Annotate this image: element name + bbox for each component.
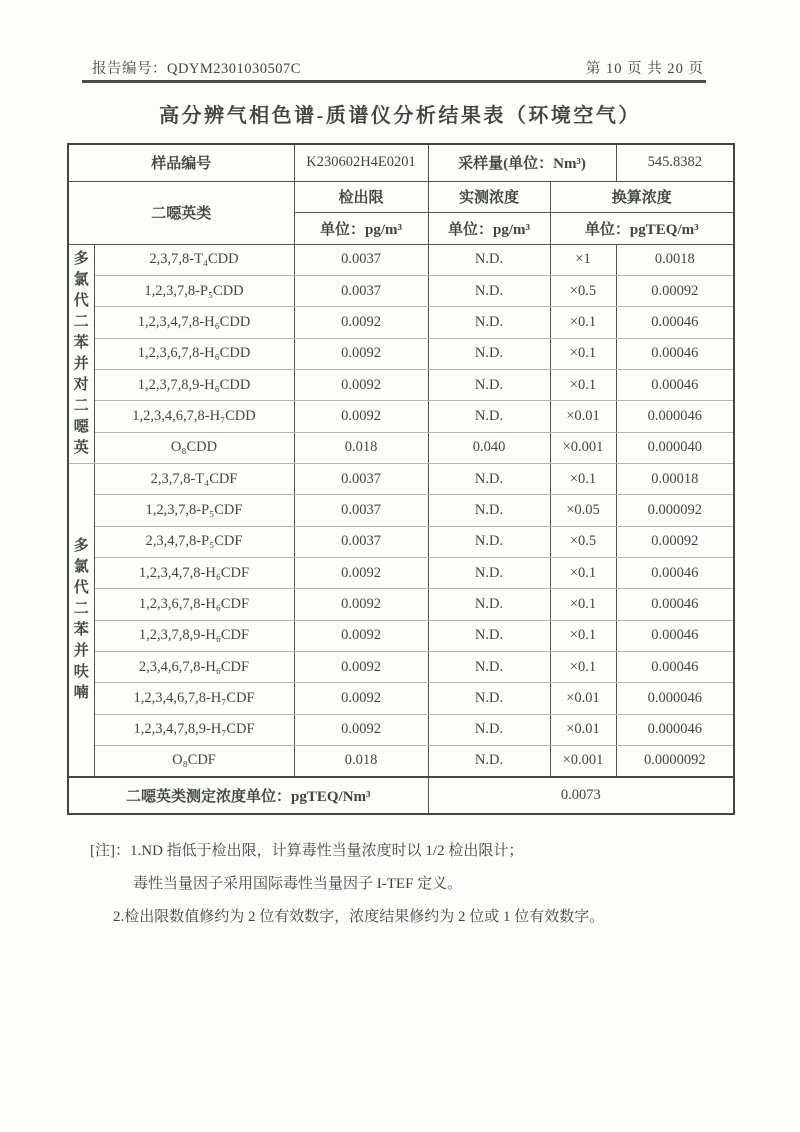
detection-limit: 0.018	[294, 746, 428, 777]
total-teq-value: 0.0073	[428, 777, 734, 814]
sample-id-label: 样品编号	[68, 144, 294, 181]
detection-limit: 0.0037	[294, 463, 428, 494]
measured-value: N.D.	[428, 526, 550, 557]
table-row	[68, 526, 734, 557]
sample-row	[68, 144, 734, 181]
tef-factor: ×0.1	[550, 651, 616, 682]
sampling-volume-value: 545.8382	[616, 144, 734, 181]
group-label-char: 对	[73, 376, 89, 393]
converted-value: 0.00046	[616, 651, 734, 682]
converted-value: 0.00046	[616, 557, 734, 588]
table-row	[68, 714, 734, 745]
compound-name: 2,3,7,8-T₄CDF	[94, 463, 294, 494]
measured-value: N.D.	[428, 557, 550, 588]
converted-value: 0.000046	[616, 683, 734, 714]
detection-limit-header: 检出限	[294, 181, 428, 212]
table-row	[68, 683, 734, 714]
measured-value: N.D.	[428, 369, 550, 400]
converted-value: 0.000092	[616, 495, 734, 526]
group-label-char: 多	[73, 250, 89, 267]
table-row	[68, 495, 734, 526]
group-label-char: 代	[73, 579, 89, 596]
measured-value: N.D.	[428, 495, 550, 526]
compound-name: 1,2,3,6,7,8-H₆CDF	[94, 589, 294, 620]
compound-group-label	[68, 244, 94, 463]
measured-value: 0.040	[428, 432, 550, 463]
table-row	[68, 620, 734, 651]
table-row	[68, 557, 734, 588]
detection-limit: 0.0037	[294, 244, 428, 275]
compound-name: 1,2,3,4,6,7,8-H₇CDD	[94, 401, 294, 432]
measured-value: N.D.	[428, 589, 550, 620]
sampling-volume-label: 采样量(单位：Nm³)	[428, 144, 616, 181]
compound-name: O₈CDD	[94, 432, 294, 463]
compound-group-label	[68, 463, 94, 776]
report-number-line	[92, 57, 301, 78]
tef-factor: ×0.1	[550, 589, 616, 620]
converted-value: 0.00046	[616, 589, 734, 620]
tef-factor: ×0.5	[550, 526, 616, 557]
footnote-line: 毒性当量因子采用国际毒性当量因子 I-TEF 定义。	[133, 876, 463, 892]
detection-limit: 0.0092	[294, 714, 428, 745]
table-row	[68, 244, 734, 275]
detection-limit: 0.0092	[294, 557, 428, 588]
compound-name: 2,3,4,7,8-P₅CDF	[94, 526, 294, 557]
detection-limit: 0.0092	[294, 338, 428, 369]
converted-value: 0.0018	[616, 244, 734, 275]
group-label-char: 呋	[73, 663, 89, 680]
tef-factor: ×0.1	[550, 369, 616, 400]
tef-factor: ×0.01	[550, 714, 616, 745]
detection-limit: 0.0037	[294, 526, 428, 557]
converted-unit: 单位：pgTEQ/m³	[550, 212, 734, 244]
converted-value: 0.00092	[616, 526, 734, 557]
detection-limit: 0.0092	[294, 307, 428, 338]
compound-name: 1,2,3,6,7,8-H₆CDD	[94, 338, 294, 369]
measured-value: N.D.	[428, 244, 550, 275]
header-divider	[82, 80, 706, 83]
table-row	[68, 338, 734, 369]
table-row	[68, 463, 734, 494]
category-header: 二噁英类	[68, 181, 294, 244]
converted-value: 0.00018	[616, 463, 734, 494]
compound-name: 1,2,3,4,7,8-H₆CDF	[94, 557, 294, 588]
tef-factor: ×0.1	[550, 557, 616, 588]
group-label-char: 代	[73, 292, 89, 309]
table-row	[68, 651, 734, 682]
converted-value: 0.00092	[616, 275, 734, 306]
detection-limit: 0.0092	[294, 401, 428, 432]
dioxin-table-body	[68, 244, 734, 777]
group-label-char: 喃	[73, 684, 89, 701]
compound-name: 1,2,3,4,7,8,9-H₇CDF	[94, 714, 294, 745]
measured-value: N.D.	[428, 714, 550, 745]
group-label-char: 二	[73, 397, 89, 414]
group-label-char: 苯	[73, 621, 89, 638]
page-indicator: 第 10 页 共 20 页	[585, 61, 704, 77]
group-label-char: 二	[73, 313, 89, 330]
compound-name: 1,2,3,7,8-P₅CDF	[94, 495, 294, 526]
tef-factor: ×0.001	[550, 746, 616, 777]
measured-value: N.D.	[428, 275, 550, 306]
group-label-char: 二	[73, 600, 89, 617]
footnotes	[90, 841, 730, 940]
measured-unit: 单位：pg/m³	[428, 212, 550, 244]
group-label-char: 苯	[73, 334, 89, 351]
measured-value: N.D.	[428, 307, 550, 338]
measured-value: N.D.	[428, 463, 550, 494]
total-teq-row	[68, 777, 734, 814]
group-label-char: 氯	[73, 271, 89, 288]
converted-value: 0.00046	[616, 620, 734, 651]
converted-value: 0.000046	[616, 714, 734, 745]
table-row	[68, 746, 734, 777]
group-label-char: 多	[73, 537, 89, 554]
group-label-char: 氯	[73, 558, 89, 575]
group-label-char: 并	[73, 642, 89, 659]
compound-name: 1,2,3,4,6,7,8-H₇CDF	[94, 683, 294, 714]
tef-factor: ×0.01	[550, 683, 616, 714]
page-title: 高分辨气相色谱-质谱仪分析结果表（环境空气）	[159, 105, 641, 127]
converted-value: 0.000046	[616, 401, 734, 432]
footnote-line: [注]：1.ND 指低于检出限，计算毒性当量浓度时以 1/2 检出限计；	[90, 843, 524, 859]
compound-name: 2,3,7,8-T₄CDD	[94, 244, 294, 275]
tef-factor: ×1	[550, 244, 616, 275]
tef-factor: ×0.5	[550, 275, 616, 306]
detection-limit: 0.018	[294, 432, 428, 463]
report-number-label: 报告编号：	[92, 61, 167, 77]
table-row	[68, 401, 734, 432]
report-number-value: QDYM2301030507C	[167, 61, 301, 77]
table-row	[68, 307, 734, 338]
group-label-char: 并	[73, 355, 89, 372]
compound-name: 1,2,3,7,8-P₅CDD	[94, 275, 294, 306]
detection-limit-unit: 单位：pg/m³	[294, 212, 428, 244]
tef-factor: ×0.1	[550, 307, 616, 338]
table-row	[68, 369, 734, 400]
group-label-char: 英	[73, 439, 89, 456]
measured-value: N.D.	[428, 338, 550, 369]
table-row	[68, 275, 734, 306]
detection-limit: 0.0092	[294, 651, 428, 682]
compound-name: 1,2,3,7,8,9-H₆CDD	[94, 369, 294, 400]
tef-factor: ×0.1	[550, 620, 616, 651]
tef-factor: ×0.1	[550, 463, 616, 494]
detection-limit: 0.0037	[294, 495, 428, 526]
document-header	[92, 57, 704, 78]
detection-limit: 0.0092	[294, 620, 428, 651]
measured-concentration-header: 实测浓度	[428, 181, 550, 212]
converted-value: 0.00046	[616, 307, 734, 338]
sample-id-value: K230602H4E0201	[294, 144, 428, 181]
converted-value: 0.00046	[616, 338, 734, 369]
converted-value: 0.0000092	[616, 746, 734, 777]
table-row	[68, 589, 734, 620]
measured-value: N.D.	[428, 620, 550, 651]
tef-factor: ×0.01	[550, 401, 616, 432]
table-head	[68, 144, 734, 244]
converted-concentration-header: 换算浓度	[550, 181, 734, 212]
compound-name: O₈CDF	[94, 746, 294, 777]
measured-value: N.D.	[428, 746, 550, 777]
compound-name: 2,3,4,6,7,8-H₆CDF	[94, 651, 294, 682]
total-teq-label: 二噁英类测定浓度单位：pgTEQ/Nm³	[68, 777, 428, 814]
table-foot	[68, 777, 734, 814]
compound-name: 1,2,3,4,7,8-H₆CDD	[94, 307, 294, 338]
tef-factor: ×0.1	[550, 338, 616, 369]
detection-limit: 0.0037	[294, 275, 428, 306]
detection-limit: 0.0092	[294, 369, 428, 400]
group-label-char: 噁	[73, 418, 89, 435]
detection-limit: 0.0092	[294, 589, 428, 620]
tef-factor: ×0.001	[550, 432, 616, 463]
footnote-line: 2.检出限数值修约为 2 位有效数字，浓度结果修约为 2 位或 1 位有效数字。	[113, 909, 605, 925]
analysis-result-table	[67, 143, 735, 815]
measured-value: N.D.	[428, 401, 550, 432]
tef-factor: ×0.05	[550, 495, 616, 526]
detection-limit: 0.0092	[294, 683, 428, 714]
table-row	[68, 432, 734, 463]
measured-value: N.D.	[428, 683, 550, 714]
converted-value: 0.000040	[616, 432, 734, 463]
measured-value: N.D.	[428, 651, 550, 682]
column-header-row	[68, 181, 734, 212]
compound-name: 1,2,3,7,8,9-H₆CDF	[94, 620, 294, 651]
converted-value: 0.00046	[616, 369, 734, 400]
